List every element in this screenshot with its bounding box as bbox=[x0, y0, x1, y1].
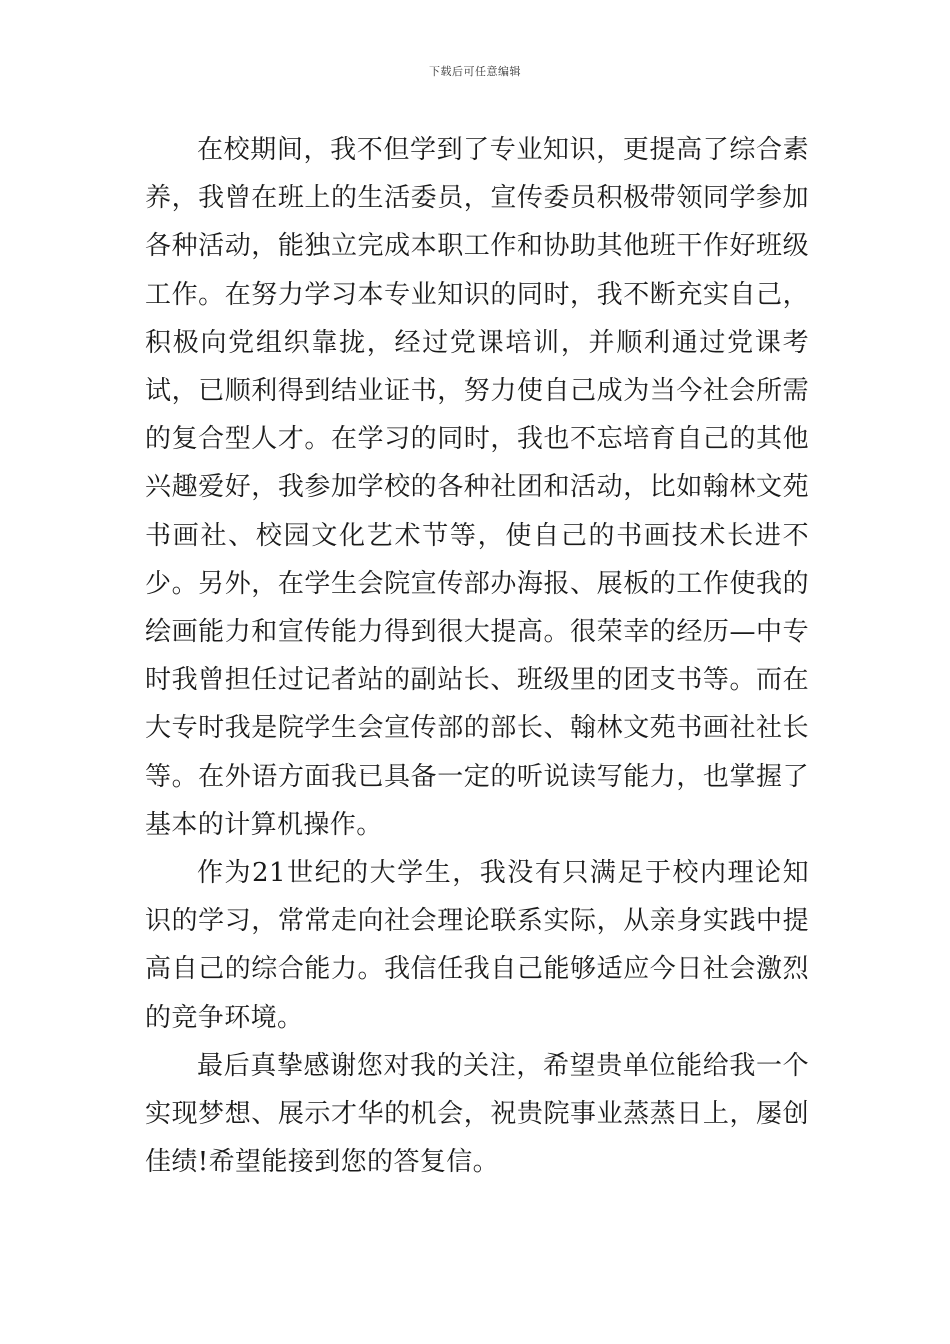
paragraph-campus-experience: 在校期间，我不但学到了专业知识，更提高了综合素养，我曾在班上的生活委员，宣传委员积极带领同学参加各种活动，能独立完成本职工作和协助其他班干作好班级工作。在努力学习本专业知识的同时，我不断充实自己，积极向党组织靠拢，经过党课培训，并顺利通过党课考试，已顺利得到结业证书，努力使自己成为当今社会所需的复合型人才。在学习的同时，我也不忘培育自己的其他兴趣爱好，我参加学校的各种社团和活动，比如翰林文苑书画社、校园文化艺术节等，使自己的书画技术长进不少。另外，在学生会院宣传部办海报、展板的工作使我的绘画能力和宣传能力得到很大提高。很荣幸的经历—中专时我曾担任过记者站的副站长、班级里的团支书等。而在大专时我是院学生会宣传部的部长、翰林文苑书画社社长等。在外语方面我已具备一定的听说读写能力，也掌握了基本的计算机操作。 bbox=[145, 135, 809, 840]
paragraph-closing: 最后真挚感谢您对我的关注，希望贵单位能给我一个实现梦想、展示才华的机会，祝贵院事业蒸蒸日上，屡创佳绩!希望能接到您的答复信。 bbox=[145, 1050, 809, 1178]
letter-body bbox=[145, 126, 809, 1186]
paragraph-social-practice: 作为21世纪的大学生，我没有只满足于校内理论知识的学习，常常走向社会理论联系实际，从亲身实践中提高自己的综合能力。我信任我自己能够适应今日社会激烈的竞争环境。 bbox=[145, 858, 809, 1033]
page-header: 下载后可任意编辑 bbox=[429, 65, 521, 78]
